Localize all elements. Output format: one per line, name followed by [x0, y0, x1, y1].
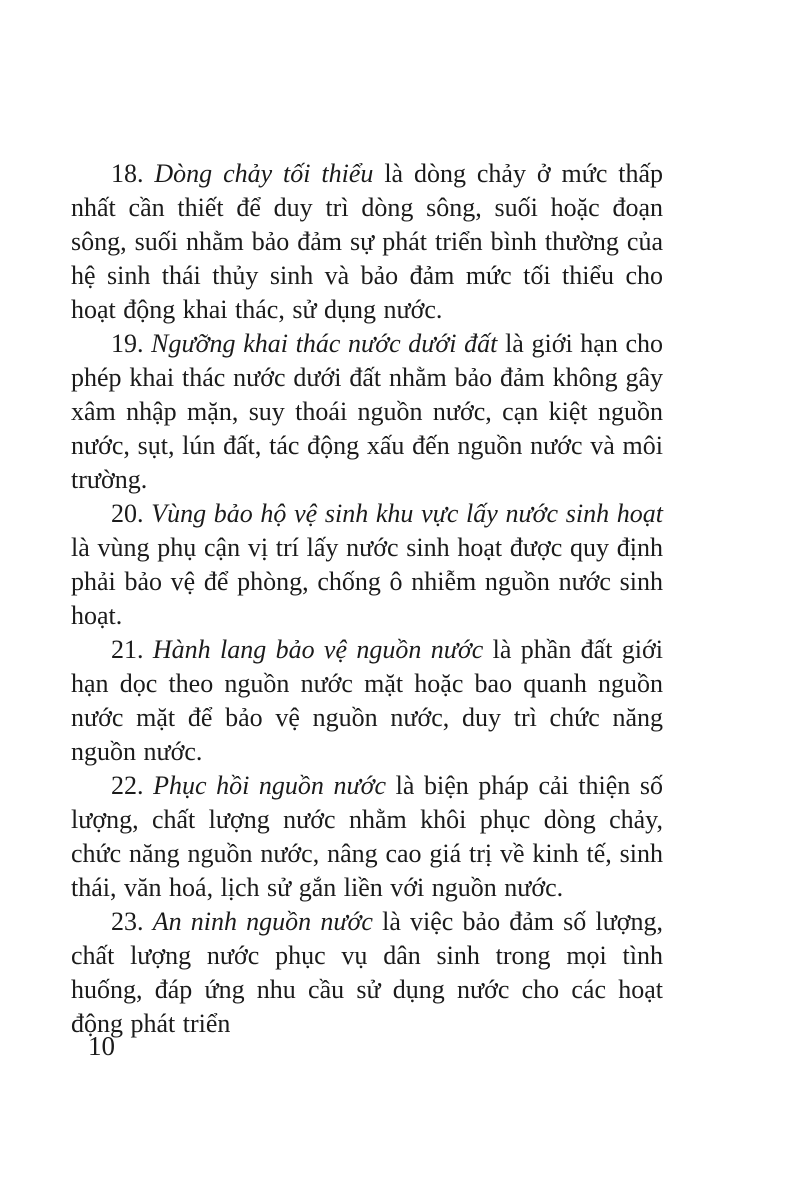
- definition-term: Vùng bảo hộ vệ sinh khu vực lấy nước sinh hoạt: [151, 499, 664, 528]
- definition-number: 20.: [111, 499, 144, 528]
- definition-term: An ninh nguồn nước: [152, 907, 373, 936]
- definition-number: 23.: [111, 907, 144, 936]
- page-number: 10: [88, 1031, 115, 1061]
- definition-term: Dòng chảy tối thiểu: [154, 159, 374, 188]
- definition-paragraph-20: [71, 497, 663, 633]
- definition-paragraph-19: [71, 327, 663, 497]
- definition-paragraph-18: [71, 157, 663, 327]
- definition-number: 22.: [111, 771, 144, 800]
- definition-body: là giới hạn cho phép khai thác nước dưới đất nhằm bảo đảm không gây xâm nhập mặn, suy thoái nguồn nước, cạn kiệt nguồn nước, sụt, lún đất, tác động xấu đến nguồn nước và môi trường.: [71, 329, 664, 494]
- definition-number: 19.: [111, 329, 144, 358]
- definition-body: là biện pháp cải thiện số lượng, chất lượng nước nhằm khôi phục dòng chảy, chức năng nguồn nước, nâng cao giá trị về kinh tế, sinh thái, văn hoá, lịch sử gắn liền với nguồn nước.: [71, 771, 664, 902]
- definition-body: là phần đất giới hạn dọc theo nguồn nước mặt hoặc bao quanh nguồn nước mặt để bảo vệ nguồn nước, duy trì chức năng nguồn nước.: [71, 635, 663, 766]
- definition-number: 18.: [111, 159, 144, 188]
- definition-term: Hành lang bảo vệ nguồn nước: [152, 635, 484, 664]
- definition-paragraph-21: [71, 633, 663, 769]
- definition-term: Ngưỡng khai thác nước dưới đất: [151, 329, 498, 358]
- definition-body: là dòng chảy ở mức thấp nhất cần thiết để duy trì dòng sông, suối hoặc đoạn sông, suối nhằm bảo đảm sự phát triển bình thường của hệ sinh thái thủy sinh và bảo đảm mức tối thiểu cho hoạt động khai thác, sử dụng nước.: [71, 159, 664, 324]
- body-text-block: [71, 157, 663, 1041]
- definition-paragraph-23: [71, 905, 663, 1041]
- definition-term: Phục hồi nguồn nước: [153, 771, 387, 800]
- definition-body: là vùng phụ cận vị trí lấy nước sinh hoạt được quy định phải bảo vệ để phòng, chống ô nhiễm nguồn nước sinh hoạt.: [71, 533, 663, 630]
- definition-number: 21.: [111, 635, 144, 664]
- definition-body: là việc bảo đảm số lượng, chất lượng nước phục vụ dân sinh trong mọi tình huống, đáp ứng nhu cầu sử dụng nước cho các hoạt động phát triển: [71, 907, 664, 1038]
- definition-paragraph-22: [71, 769, 663, 905]
